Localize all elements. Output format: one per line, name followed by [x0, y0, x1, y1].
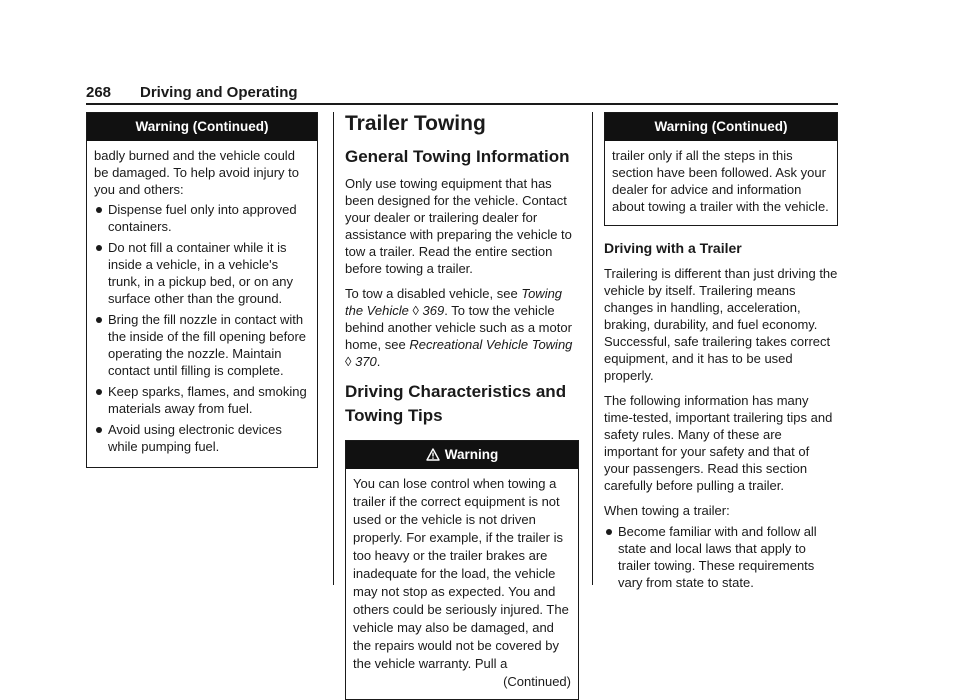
- list-item: Do not fill a container while it is inside a vehicle, in a vehicle's trunk, in a pickup bed, or on any surface other than the ground.: [94, 239, 310, 307]
- trailering-paragraph: Trailering is different than just driving the vehicle by itself. Trailering means changes in handling, acceleration, braking, durability, and fuel economy. Successful, safe trailering takes correct equipment, and it has to be used properly.: [604, 266, 838, 383]
- column-divider: [592, 112, 593, 585]
- warning-text: You can lose control when towing a trailer if the correct equipment is not used or the vehicle is not driven properly. For example, if the trailer is too heavy or the trailer brakes are inadequate for the load, the vehicle may not stop as expected. You and others could be seriously injured. The vehicle may also be damaged, and the repairs would not be covered by the vehicle warranty. Pull a: [353, 476, 569, 671]
- driving-characteristics-heading: Driving Characteristics and Towing Tips: [345, 382, 567, 425]
- list-item: Dispense fuel only into approved containers.: [94, 201, 310, 235]
- towing-the-vehicle-link[interactable]: Towing the Vehicle: [345, 286, 563, 318]
- column-3: [604, 112, 838, 595]
- page-header: [86, 84, 838, 104]
- trailering-tips-paragraph: The following information has many time-tested, important trailering tips and safety rules. Many of these are important for your safety and that of your passengers. Read this section carefully before pulling a trailer.: [604, 393, 833, 493]
- towing-bullet-list: [604, 523, 838, 591]
- bullet-icon: [96, 427, 102, 433]
- warning-triangle-icon: [426, 448, 440, 461]
- bullet-icon: [96, 389, 102, 395]
- continued-label: (Continued): [503, 674, 571, 689]
- chapter-title: Trailer Towing: [345, 112, 486, 135]
- column-2: [345, 112, 579, 700]
- list-item: Avoid using electronic devices while pumping fuel.: [94, 421, 310, 455]
- bullet-icon: [96, 317, 102, 323]
- column-divider: [333, 112, 334, 585]
- warning-bullet-list: [94, 201, 310, 455]
- warning-intro: badly burned and the vehicle could be damaged. To help avoid injury to you and others:: [94, 148, 300, 197]
- warning-header: Warning (Continued): [87, 113, 317, 141]
- page-ref-link[interactable]: 369: [422, 303, 445, 318]
- page-number: 268: [86, 84, 112, 101]
- warning-header: Warning (Continued): [605, 113, 837, 141]
- general-towing-heading: General Towing Information: [345, 147, 570, 166]
- xref-icon: ◊: [412, 303, 419, 318]
- list-item: Keep sparks, flames, and smoking materials away from fuel.: [94, 383, 310, 417]
- warning-continued-box: [86, 112, 318, 468]
- warning-header: Warning: [346, 441, 578, 469]
- xref-icon: ◊: [345, 354, 352, 369]
- header-rule: [86, 103, 838, 105]
- warning-body: [87, 141, 317, 467]
- disabled-vehicle-paragraph: To tow a disabled vehicle, see Towing the Vehicle ◊ 369. To tow the vehicle behind another vehicle such as a motor home, see Recreational Vehicle Towing ◊ 370.: [345, 286, 573, 369]
- driving-with-trailer-heading: Driving with a Trailer: [604, 240, 742, 256]
- column-1: [86, 112, 318, 468]
- warning-continued-box: [604, 112, 838, 226]
- rv-towing-link[interactable]: Recreational Vehicle Towing: [409, 337, 573, 352]
- list-item: Bring the fill nozzle in contact with the inside of the fill opening before operating the nozzle. Maintain contact until filling is complete.: [94, 311, 310, 379]
- bullet-icon: [606, 529, 612, 535]
- when-towing-label: When towing a trailer:: [604, 503, 730, 518]
- section-title: Driving and Operating: [140, 84, 298, 101]
- warning-box: [345, 440, 579, 700]
- general-towing-paragraph: Only use towing equipment that has been designed for the vehicle. Contact your dealer or trailering dealer for assistance with preparing the vehicle to tow a trailer. Read the entire section before towing a trailer.: [345, 176, 572, 276]
- page-ref-link[interactable]: 370: [355, 354, 377, 369]
- list-item: Become familiar with and follow all state and local laws that apply to trailer towing. These requirements vary from state to state.: [604, 523, 838, 591]
- warning-body: [346, 469, 578, 699]
- warning-body: [605, 141, 837, 225]
- bullet-icon: [96, 245, 102, 251]
- warning-text: trailer only if all the steps in this section have been followed. Ask your dealer for advice and information about towing a trailer with the vehicle.: [612, 148, 829, 214]
- bullet-icon: [96, 207, 102, 213]
